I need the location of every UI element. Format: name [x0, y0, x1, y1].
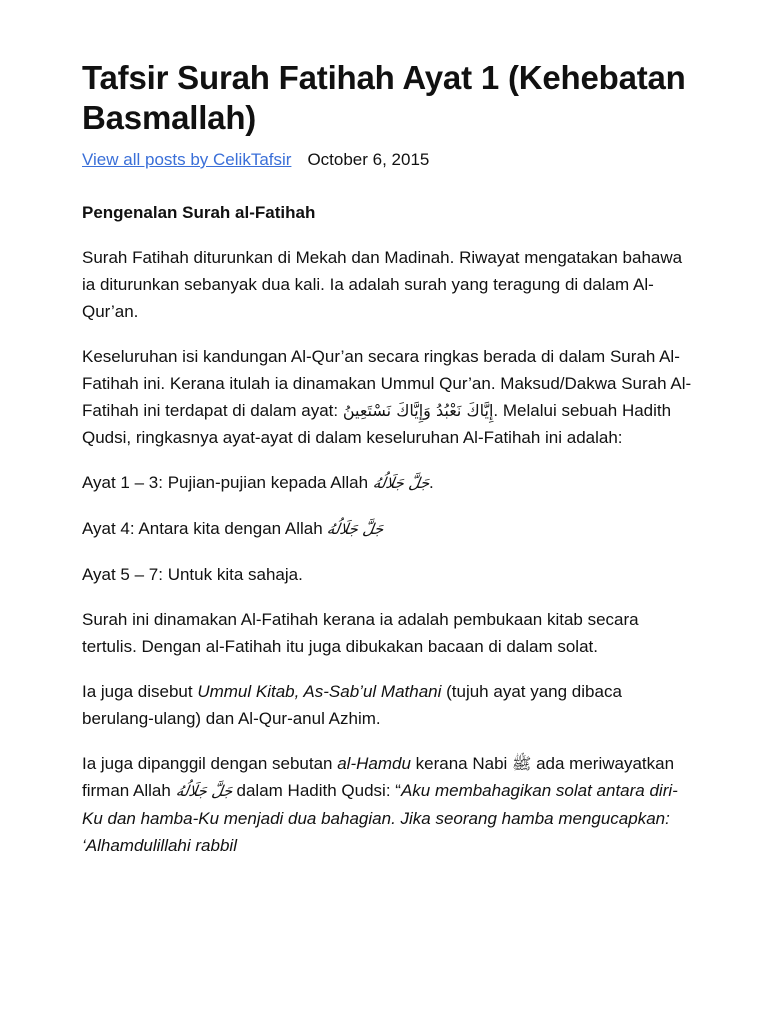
paragraph-5-text-b: kerana Nabi	[410, 754, 513, 773]
paragraph-5-text-c: ada meriwayatkan firman Allah	[82, 754, 675, 800]
jalla-jalaluh-glyph: جَلَّ جَلَالُهُ	[371, 474, 431, 492]
jalla-jalaluh-glyph: جَلَّ جَلَالُهُ	[174, 782, 234, 800]
paragraph-4-text-a: Ia juga disebut	[82, 682, 198, 701]
paragraph-4-text-b: (tujuh ayat yang dibaca berulang-ulang) dan Al-Qur-anul Azhim.	[82, 682, 622, 728]
paragraph-5-emphasis-1: al-Hamdu	[337, 754, 411, 773]
post-title: Tafsir Surah Fatihah Ayat 1 (Kehebatan Basmallah)	[82, 59, 686, 136]
paragraph-2-text-b: . Melalui sebuah Hadith Qudsi, ringkasnya ayat-ayat di dalam keseluruhan Al-Fatihah ini adalah:	[82, 401, 672, 447]
post-date: October 6, 2015	[307, 150, 430, 169]
paragraph-5-text-a: Ia juga dipanggil dengan sebutan	[82, 754, 338, 773]
paragraph-4	[82, 678, 692, 732]
ayat-4-line	[82, 515, 692, 543]
paragraph-2	[82, 343, 692, 451]
paragraph-5-text-d: dalam Hadith Qudsi: “	[231, 781, 401, 800]
paragraph-1: Surah Fatihah diturunkan di Mekah dan Madinah. Riwayat mengatakan bahawa ia diturunkan sebanyak dua kali. Ia adalah surah yang teragung di dalam Al-Qur’an.	[82, 248, 683, 321]
author-link[interactable]: View all posts by CelikTafsir	[82, 150, 292, 169]
ayat-1-3-line	[82, 469, 692, 497]
jalla-jalaluh-glyph: جَلَّ جَلَالُهُ	[326, 520, 386, 538]
ayat-5-7-line: Ayat 5 – 7: Untuk kita sahaja.	[82, 565, 303, 584]
arabic-verse: إِيَّاكَ نَعْبُدُ وَإِيَّاكَ نَسْتَعِينُ	[342, 401, 494, 420]
paragraph-2-text-a: Keseluruhan isi kandungan Al-Qur’an secara ringkas berada di dalam Surah Al-Fatihah ini. Kerana itulah ia dinamakan Ummul Qur’an. Maksud/Dakwa Surah Al-Fatihah ini terdapat di dalam ayat:	[82, 347, 692, 420]
post-meta	[82, 148, 692, 172]
paragraph-5-emphasis-2: Aku membahagikan solat antara diri-Ku dan hamba-Ku menjadi dua bahagian. Jika seorang hamba mengucapkan: ‘Alhamdulillahi rabbil	[82, 781, 678, 855]
ayat-1-3-end: .	[429, 473, 434, 492]
paragraph-3: Surah ini dinamakan Al-Fatihah kerana ia adalah pembukaan kitab secara tertulis. Dengan al-Fatihah itu juga dibukakan bacaan di dalam solat.	[82, 610, 639, 656]
section-heading: Pengenalan Surah al-Fatihah	[82, 203, 316, 222]
ayat-4-text: Ayat 4: Antara kita dengan Allah	[82, 519, 328, 538]
article	[82, 58, 692, 877]
paragraph-4-emphasis: Ummul Kitab, As-Sab’ul Mathani	[197, 682, 442, 701]
salawat-glyph: ﷺ	[512, 754, 532, 773]
ayat-1-3-text: Ayat 1 – 3: Pujian-pujian kepada Allah	[82, 473, 373, 492]
paragraph-5	[82, 750, 692, 859]
